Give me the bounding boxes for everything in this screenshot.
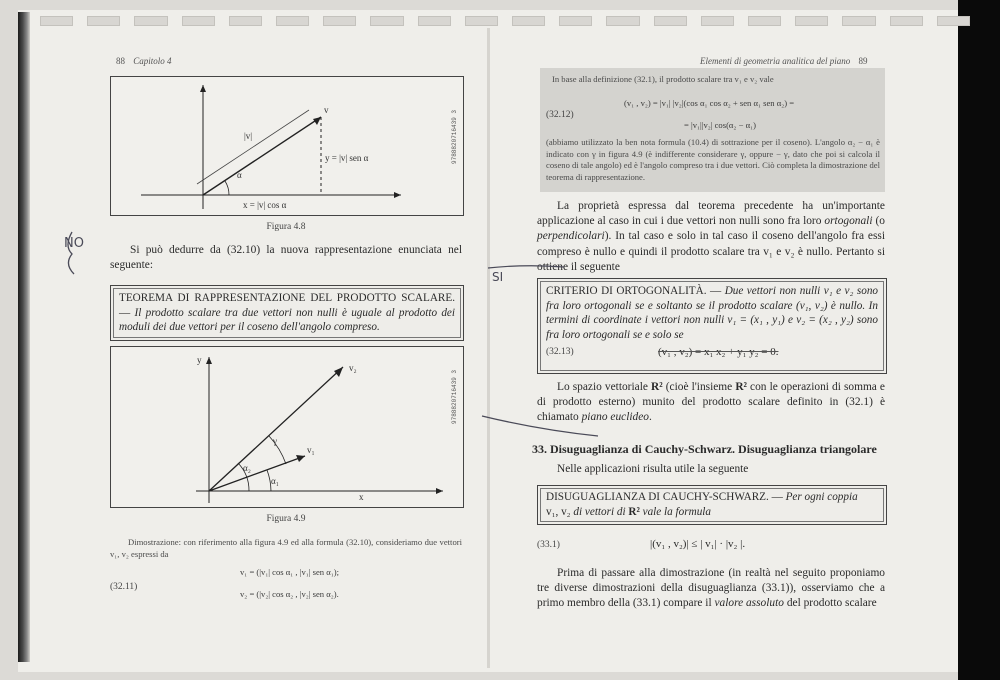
label-v: v	[324, 105, 329, 115]
x-axis-arrow	[394, 192, 401, 198]
term-ortogonali: ortogonali	[824, 215, 873, 228]
cs-body-c: di vettori di	[570, 505, 629, 518]
angle-alpha-arc	[225, 181, 229, 195]
r2-symbol: R²	[651, 381, 663, 393]
label-x-component: x = |v| cos α	[243, 200, 287, 210]
right-page-header	[700, 56, 873, 66]
equation-32-11-line2: v₂ = (|v₂| cos α₂ , |v₂| sen α₂).	[240, 589, 339, 599]
para-ortho-c: ). In tal caso e solo in tal caso il coseno dell'angolo fra essi compreso è nullo e quindi il prodotto scalare tra v₁ e v₂ è nullo. Pertanto si ottiene il seguente	[537, 230, 885, 273]
vector-v1	[209, 456, 305, 491]
scanner-edge	[958, 0, 1000, 680]
equation-32-11-line1: v₁ = (|v₁| cos α₁ , |v₁| sen α₁);	[240, 567, 339, 577]
section-intro: Nelle applicazioni risulta utile la seguente	[557, 463, 749, 475]
label-v1: v₁	[307, 445, 315, 455]
vector-v2-arrow	[334, 367, 343, 377]
equation-32-12-number: (32.12)	[546, 110, 574, 120]
r2-symbol-2: R²	[735, 381, 747, 393]
term-piano-euclideo: piano euclideo	[581, 411, 649, 424]
vector-v	[203, 117, 321, 195]
equation-32-12-line2: = |v₁||v₂| cos(α₂ − α₁)	[684, 120, 756, 130]
figure-4-9-barcode: 9788820716439 3	[451, 369, 458, 425]
scalar-product-intro: In base alla definizione (32.1), il prodotto scalare tra v₁ e v₂ vale	[552, 74, 774, 84]
theorem-text	[119, 291, 455, 335]
para-ortho-a: La proprietà espressa dal teorema precedente ha un'importante applicazione al caso in cui i due vettori non nulli sono fra loro	[537, 200, 885, 228]
para-ortho-b: (o	[872, 215, 885, 228]
label-alpha-2: α₂	[243, 463, 251, 473]
criterion-text	[546, 284, 878, 342]
figure-4-9	[110, 346, 464, 508]
y-axis-arrow	[206, 357, 212, 364]
criterion-body: Due vettori non nulli v₁ e v₂ sono fra loro ortogonali se e soltanto se il prodotto scalare (v₁, v₂) è nullo. In termini di coordinate i vettori non nulli v₁ = (x₁ , y₁) e v₂ = (x₂ , y₂) sono fra loro ortogonali se e solo se	[546, 285, 879, 341]
para-r2-a: Lo spazio vettoriale	[557, 381, 651, 393]
handwritten-bracket	[60, 230, 80, 276]
para-r2-c: (cioè l'insieme	[662, 381, 736, 393]
equation-33-1-number: (33.1)	[537, 540, 560, 550]
section-33-heading: 33. Disuguaglianza di Cauchy-Schwarz. Disuguaglianza triangolare	[532, 442, 877, 456]
cauchy-schwarz-box	[537, 485, 887, 525]
theorem-dash: —	[119, 306, 135, 319]
proof-intro: Dimostrazione: con riferimento alla figura 4.9 ed alla formula (32.10), consideriamo due vettori v₁, v₂ espressi da	[110, 537, 462, 559]
theorem-title: TEOREMA DI RAPPRESENTAZIONE DEL PRODOTTO SCALARE.	[119, 292, 455, 304]
paragraph-proof-preview	[537, 566, 885, 612]
handwritten-no: NO	[64, 236, 84, 251]
x-axis-arrow	[436, 488, 443, 494]
paragraph-orthogonality	[537, 199, 885, 275]
cs-body-a: Per ogni coppia	[785, 491, 858, 503]
left-page-header	[110, 56, 172, 66]
criterion-title: CRITERIO DI ORTOGONALITÀ.	[546, 285, 707, 297]
equation-33-1: |(v₁ , v₂)| ≤ | v₁| · |v₂ |.	[650, 538, 746, 550]
cauchy-schwarz-text	[546, 490, 878, 519]
cs-title: DISUGUAGLIANZA DI CAUCHY-SCHWARZ.	[546, 491, 769, 503]
term-valore-assoluto: valore assoluto	[714, 597, 784, 610]
cs-dash: —	[768, 491, 786, 503]
label-x: x	[359, 492, 364, 502]
right-page-number: 89	[858, 56, 868, 66]
final-b: del prodotto scalare	[783, 597, 877, 610]
left-page-number: 88	[116, 56, 125, 66]
handwritten-arrow	[480, 412, 600, 440]
figure-4-9-drawing	[111, 347, 463, 507]
label-modulus: |v|	[244, 131, 253, 141]
equation-32-12-line1: (v₁ , v₂) = |v₁| |v₂|(cos α₁ cos α₂ + sen α₁ sen α₂) =	[624, 98, 795, 108]
cs-body-e: vale la formula	[639, 505, 711, 518]
final-a: Prima di passare alla dimostrazione (in realtà nel seguito proponiamo tre diverse dimostrazioni della disuguaglianza (33.1)), osserviamo che a primo membro della (33.1) compare il	[537, 567, 885, 610]
criterion-dash: —	[706, 285, 725, 297]
para-r2-e: con le operazioni di somma e di prodotto esterno) munito del prodotto scalare definito in (32.1) è chiamato	[537, 381, 885, 424]
equation-32-13-number: (32.13)	[546, 347, 574, 357]
equation-32-13: (v₁ , v₂) = x₁ x₂ + y₁ y₂ = 0.	[658, 346, 779, 358]
label-v2: v₂	[349, 363, 357, 373]
modulus-line	[197, 110, 309, 184]
criterion-box	[537, 278, 887, 374]
label-alpha-1: α₁	[271, 476, 279, 486]
para-r2-f: .	[649, 411, 652, 424]
handwritten-underline	[486, 262, 566, 272]
figure-4-8	[110, 76, 464, 216]
figure-4-8-barcode: 9788820716439 3	[451, 109, 458, 165]
handwritten-si: SI	[492, 270, 504, 284]
top-margin-strip	[30, 12, 970, 30]
cs-r2: R²	[628, 505, 640, 518]
book-binding	[18, 12, 30, 662]
label-y: y	[197, 355, 202, 365]
label-alpha: α	[237, 170, 242, 180]
page-gutter	[487, 28, 490, 668]
chapter-title: Capitolo 4	[133, 56, 172, 66]
figure-4-8-caption: Figura 4.8	[266, 222, 306, 232]
equation-32-11-number: (32.11)	[110, 582, 138, 592]
vector-v2	[209, 367, 343, 491]
term-perpendicolari: perpendicolari	[537, 230, 605, 243]
paragraph-deduction: Si può dedurre da (32.10) la nuova rappresentazione enunciata nel seguente:	[110, 244, 462, 272]
running-head: Elementi di geometria analitica del piano	[700, 56, 851, 66]
theorem-body: Il prodotto scalare tra due vettori non nulli è uguale al prodotto dei moduli dei due vettori per il coseno dell'angolo compreso.	[119, 306, 456, 334]
cs-body-b: v₁, v₂	[546, 505, 571, 518]
label-y-component: y = |v| sen α	[325, 153, 369, 163]
y-axis-arrow	[200, 85, 206, 92]
label-gamma: γ	[273, 436, 277, 446]
angle-gamma-arc	[269, 436, 286, 464]
figure-4-8-drawing	[111, 77, 463, 215]
proof-note: (abbiamo utilizzato la ben nota formula (10.4) di sottrazione per il coseno). L'angolo α₂ − α₁ è indicato con γ in figura 4.9 (è indifferente considerare γ, oppure − γ, dato che poi si calcola il coseno di tale angolo) ed è l'angolo compreso tra i due vettori. Ciò completa la dimostrazione del teorema di rappresentazione.	[546, 137, 880, 182]
figure-4-9-caption: Figura 4.9	[266, 514, 306, 524]
theorem-box	[110, 285, 464, 341]
